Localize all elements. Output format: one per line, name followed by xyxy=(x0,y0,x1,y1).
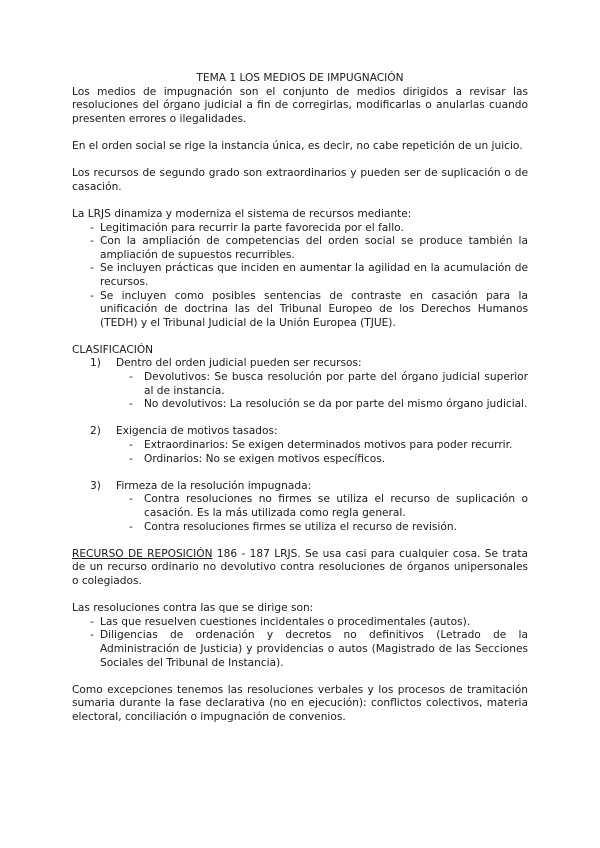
resoluciones-list xyxy=(72,616,528,670)
group-label: Exigencia de motivos tasados: xyxy=(116,425,278,438)
list-item: - Con la ampliación de competencias del orden social se produce también la ampliación de supuestos recurribles. xyxy=(72,235,528,262)
list-item: - Extraordinarios: Se exigen determinados motivos para poder recurrir. xyxy=(116,439,528,453)
list-item: - Contra resoluciones firmes se utiliza el recurso de revisión. xyxy=(116,521,528,535)
lrjs-list xyxy=(72,222,528,331)
group-label: Firmeza de la resolución impugnada: xyxy=(116,479,312,492)
clasificacion-group xyxy=(72,425,528,466)
clasificacion-list xyxy=(72,357,528,411)
group-sublist xyxy=(116,439,528,466)
clasificacion-heading: CLASIFICACIÓN xyxy=(72,343,154,356)
group-number: 2) xyxy=(90,425,101,438)
group-number: 1) xyxy=(90,357,101,370)
group-number: 3) xyxy=(90,479,101,492)
clasificacion-list xyxy=(72,425,528,466)
intro-paragraph: Los medios de impugnación son el conjunto de medios dirigidos a revisar las resoluciones del órgano judicial a fin de corregirlas, modificarlas o anularlas cuando presenten errores o ilegalidades. xyxy=(72,85,528,125)
resoluciones-intro: Las resoluciones contra las que se dirige son: xyxy=(72,602,314,615)
clasificacion-group xyxy=(72,480,528,534)
reposicion-heading: RECURSO DE REPOSICIÓN xyxy=(72,547,213,560)
reposicion-paragraph xyxy=(72,548,528,589)
group-label: Dentro del orden judicial pueden ser recursos: xyxy=(116,357,362,370)
lrjs-intro: La LRJS dinamiza y moderniza el sistema de recursos mediante: xyxy=(72,207,412,220)
list-item: - Se incluyen como posibles sentencias de contraste en casación para la unificación de doctrina las del Tribunal Europeo de los Derechos Humanos (TEDH) y el Tribunal Judicial de la Unión Europea (TJUE). xyxy=(72,290,528,331)
clasificacion-list xyxy=(72,480,528,534)
list-item: - Las que resuelven cuestiones incidentales o procedimentales (autos). xyxy=(72,616,528,630)
excepciones-paragraph: Como excepciones tenemos las resoluciones verbales y los procesos de tramitación sumaria durante la fase declarativa (no en ejecución): conflictos colectivos, materia electoral, conciliación o impugnación de convenios. xyxy=(72,683,528,723)
document-page xyxy=(72,72,528,725)
reposicion-text: 186 - 187 LRJS. Se usa casi para cualquier cosa. Se trata de un recurso ordinario no devolutivo contra resoluciones de órganos unipersonales o colegiados. xyxy=(72,547,528,587)
list-item: - Diligencias de ordenación y decretos no definitivos (Letrado de la Administración de Justicia) y providencias o autos (Magistrado de las Secciones Sociales del Tribunal de Instancia). xyxy=(72,629,528,670)
list-item: - Se incluyen prácticas que inciden en aumentar la agilidad en la acumulación de recursos. xyxy=(72,262,528,289)
document-title: TEMA 1 LOS MEDIOS DE IMPUGNACIÓN xyxy=(196,72,404,84)
clasificacion-group xyxy=(72,357,528,411)
group-sublist xyxy=(116,493,528,534)
instancia-paragraph: En el orden social se rige la instancia única, es decir, no cabe repetición de un juicio. xyxy=(72,139,523,152)
list-item: - Devolutivos: Se busca resolución por parte del órgano judicial superior al de instancia. xyxy=(116,371,528,398)
list-item: - No devolutivos: La resolución se da por parte del mismo órgano judicial. xyxy=(116,398,528,412)
list-item: - Ordinarios: No se exigen motivos específicos. xyxy=(116,453,528,467)
segundo-grado-paragraph: Los recursos de segundo grado son extraordinarios y pueden ser de suplicación o de casación. xyxy=(72,167,528,193)
list-item: - Contra resoluciones no firmes se utiliza el recurso de suplicación o casación. Es la más utilizada como regla general. xyxy=(116,493,528,520)
group-sublist xyxy=(116,371,528,412)
list-item: - Legitimación para recurrir la parte favorecida por el fallo. xyxy=(72,222,528,236)
